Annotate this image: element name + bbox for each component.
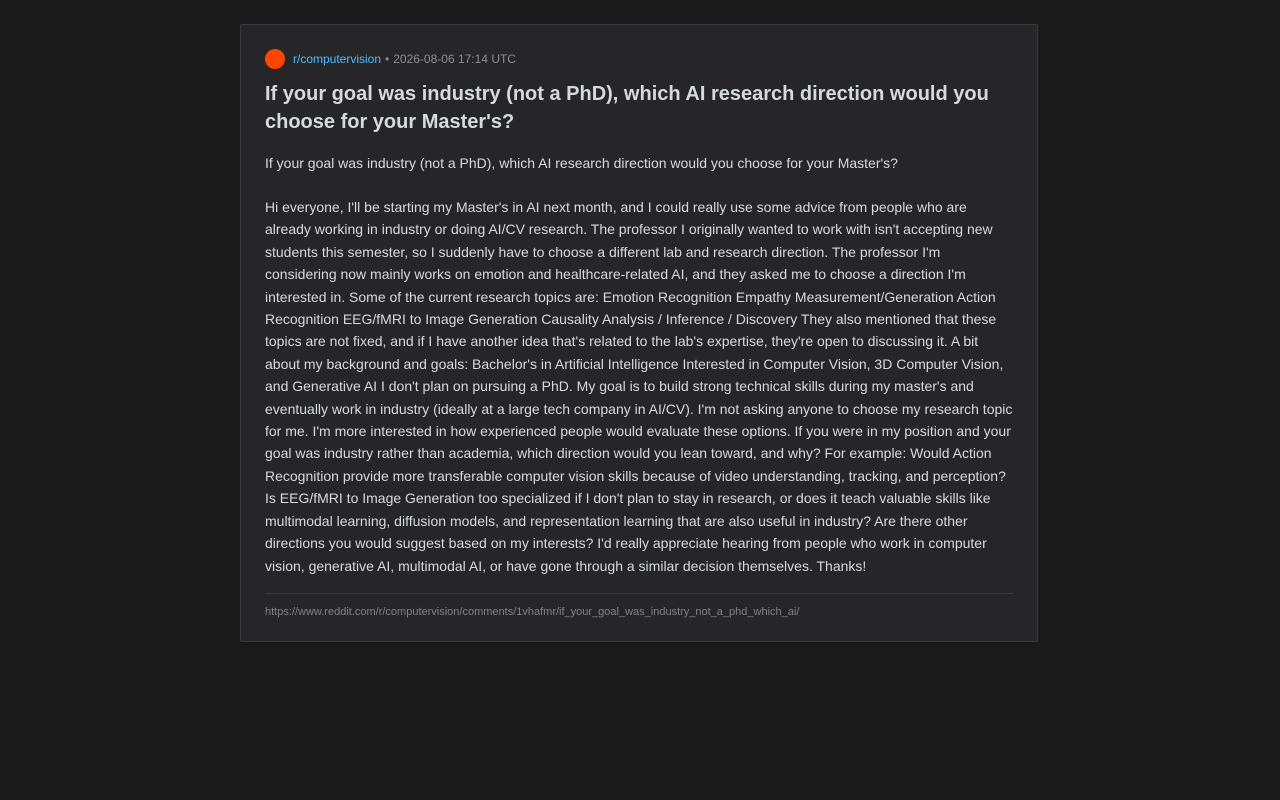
post-timestamp: 2026-08-06 17:14 UTC <box>393 52 516 66</box>
subreddit-link[interactable]: r/computervision <box>293 52 382 66</box>
subreddit-avatar-icon[interactable] <box>265 49 285 69</box>
post-lead: If your goal was industry (not a PhD), which AI research direction would you choose for your Master's? <box>265 155 898 171</box>
meta-separator: • <box>385 52 390 66</box>
post-url-link[interactable]: https://www.reddit.com/r/computervision/comments/1vhafmr/if_your_goal_was_industry_not_a_phd_which_ai/ <box>265 605 800 618</box>
divider <box>265 593 1013 594</box>
post-card <box>240 24 1038 642</box>
post-title[interactable]: If your goal was industry (not a PhD), which AI research direction would you choose for your Master's? <box>265 83 989 133</box>
post-meta <box>265 49 1013 69</box>
post-body: Hi everyone, I'll be starting my Master's in AI next month, and I could really use some advice from people who are already working in industry or doing AI/CV research. The professor I originally wanted to work with isn't accepting new students this semester, so I suddenly have to choose a different lab and research direction. The professor I'm considering now mainly works on emotion and healthcare-related AI, and they asked me to choose a direction I'm interested in. Some of the current research topics are: Emotion Recognition Empathy Measurement/Generation Action Recognition EEG/fMRI to Image Generation Causality Analysis / Inference / Discovery They also mentioned that these topics are not fixed, and if I have another idea that's related to the lab's expertise, they're open to discussing it. A bit about my background and goals: Bachelor's in Artificial Intelligence Interested in Computer Vision, 3D Computer Vision, and Generative AI I don't plan on pursuing a PhD. My goal is to build strong technical skills during my master's and eventually work in industry (ideally at a large tech company in AI/CV). I'm not asking anyone to choose my research topic for me. I'm more interested in how experienced people would evaluate these options. If you were in my position and your goal was industry rather than academia, which direction would you lean toward, and why? For example: Would Action Recognition provide more transferable computer vision skills because of video understanding, tracking, and perception? Is EEG/fMRI to Image Generation too specialized if I don't plan to stay in research, or does it teach valuable skills like multimodal learning, diffusion models, and representation learning that are also useful in industry? Are there other directions you would suggest based on my interests? I'd really appreciate hearing from people who work in computer vision, generative AI, multimodal AI, or have gone through a similar decision themselves. Thanks! <box>265 199 1013 574</box>
